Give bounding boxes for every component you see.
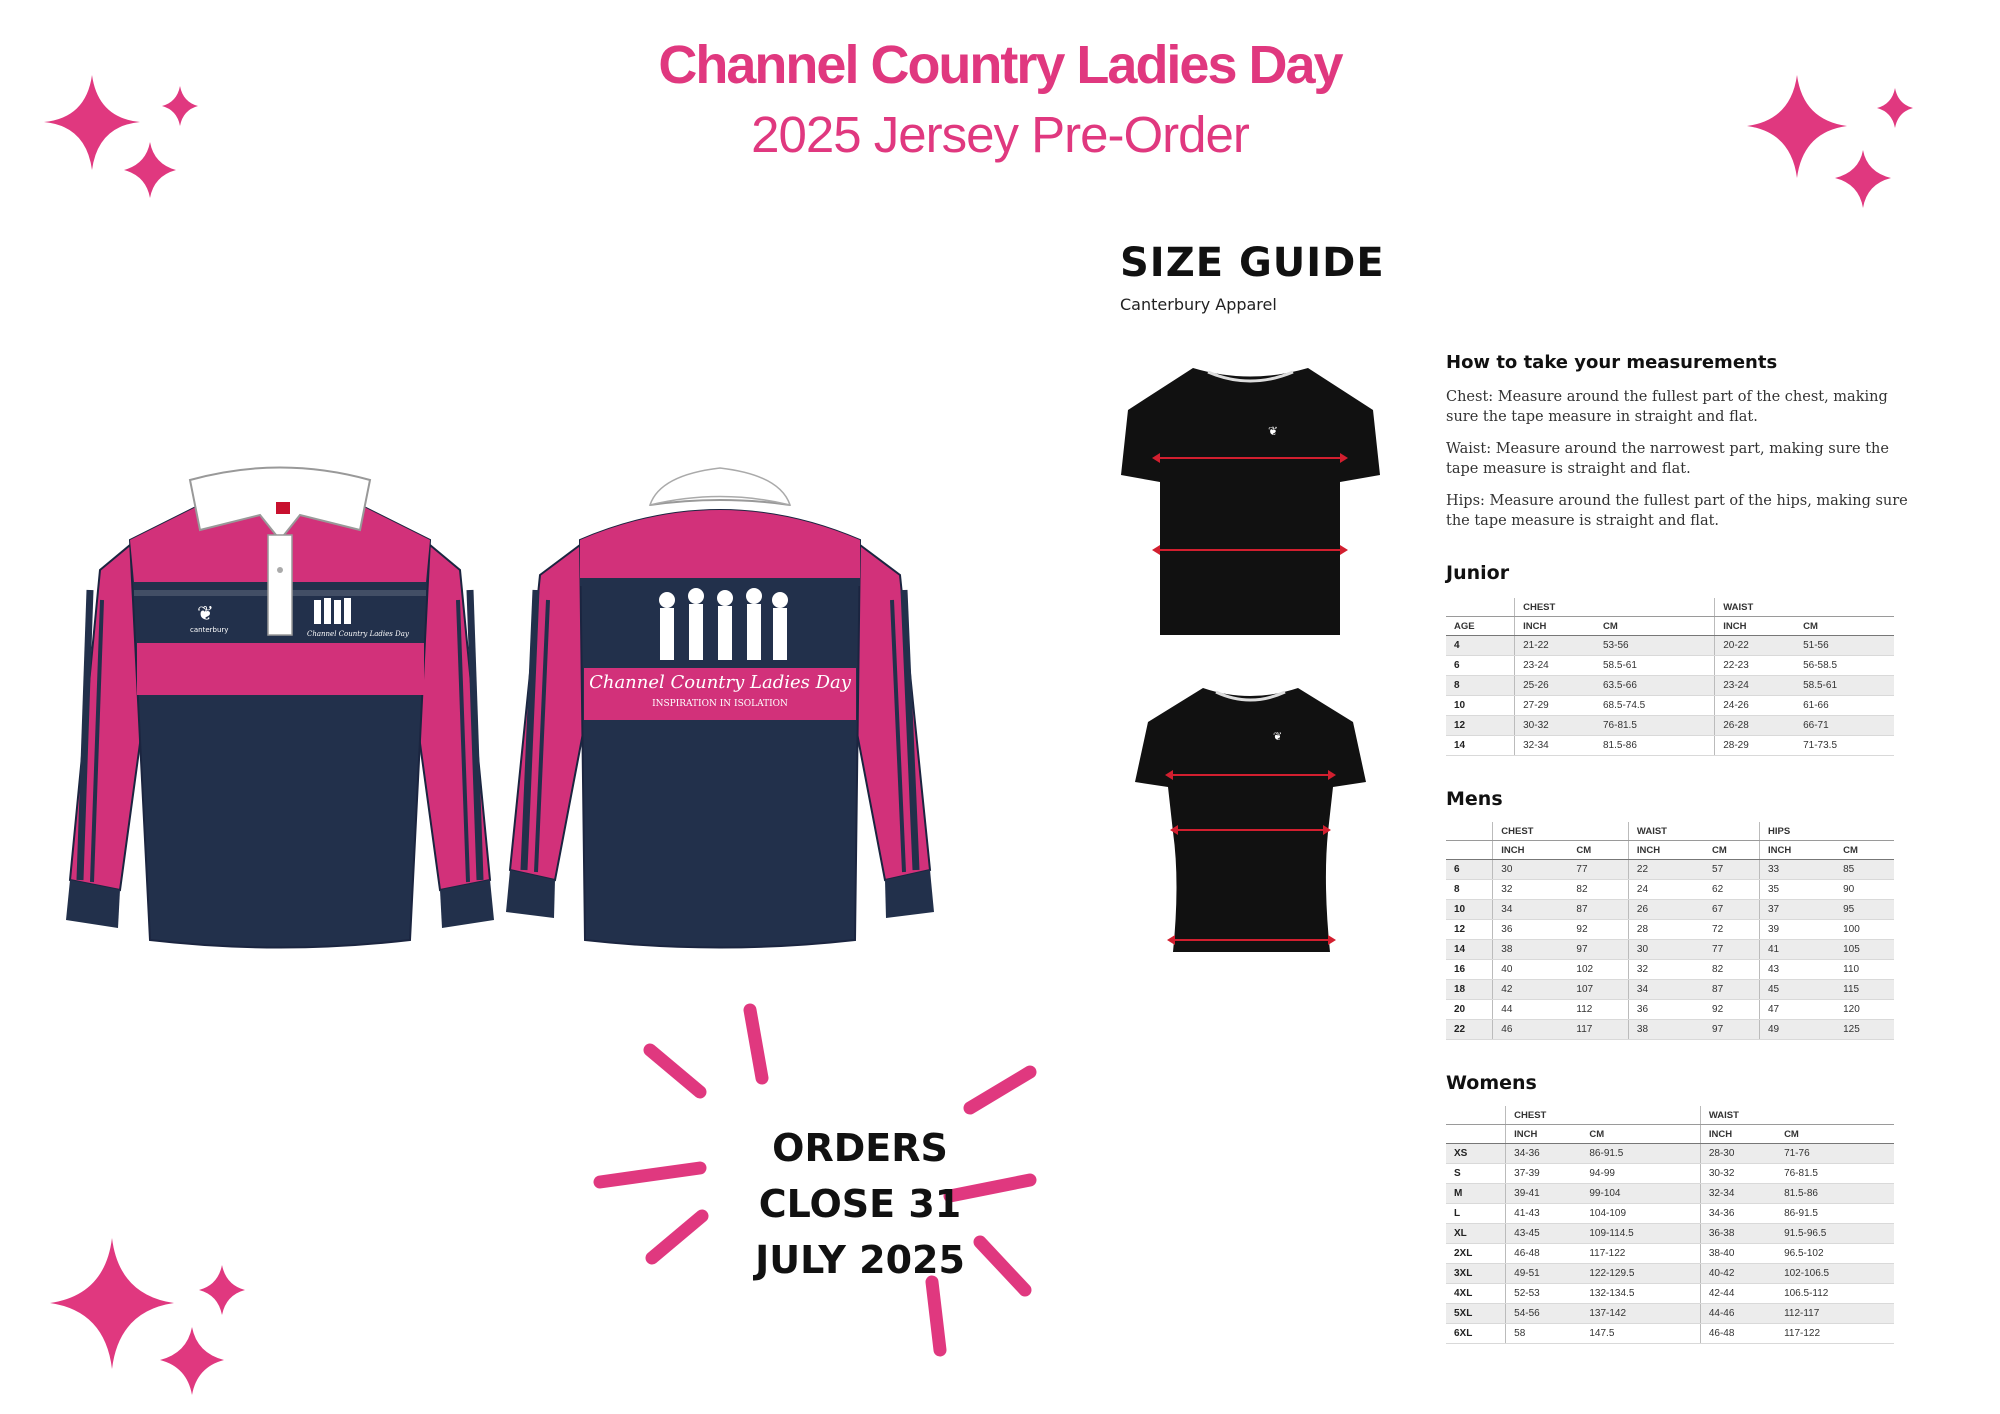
jersey-logo-tagline: INSPIRATION IN ISOLATION [652, 699, 788, 709]
table-cell: 27-29 [1515, 696, 1595, 716]
table-cell: 32 [1628, 960, 1704, 980]
svg-text:canterbury: canterbury [190, 626, 229, 634]
table-row [1446, 1224, 1894, 1244]
orders-close-notice [745, 1120, 975, 1288]
column-header: INCH [1515, 617, 1595, 636]
row-label: 10 [1446, 696, 1515, 716]
table-row [1446, 1020, 1894, 1040]
table-cell: 81.5-86 [1595, 736, 1715, 756]
table-row [1446, 1144, 1894, 1164]
group-header: CHEST [1506, 1106, 1701, 1125]
column-header: INCH [1506, 1125, 1582, 1144]
table-cell: 26-28 [1715, 716, 1795, 736]
sparkle-icon [1745, 72, 1925, 222]
group-header: CHEST [1493, 822, 1629, 841]
group-header: HIPS [1760, 822, 1895, 841]
table-cell: 23-24 [1715, 676, 1795, 696]
row-label: XS [1446, 1144, 1506, 1164]
orders-line2: CLOSE 31 [758, 1182, 962, 1226]
column-header: INCH [1760, 841, 1836, 860]
table-cell: 51-56 [1795, 636, 1894, 656]
table-row [1446, 1244, 1894, 1264]
svg-text:Channel Country Ladies Day: Channel Country Ladies Day [307, 630, 409, 638]
table-cell: 49-51 [1506, 1264, 1582, 1284]
column-header: CM [1581, 1125, 1700, 1144]
table-cell: 86-91.5 [1581, 1144, 1700, 1164]
row-label: 6 [1446, 860, 1493, 880]
row-label: 14 [1446, 736, 1515, 756]
table-row [1446, 1164, 1894, 1184]
jersey-logo-text: Channel Country Ladies Day [589, 672, 851, 693]
row-label: 8 [1446, 880, 1493, 900]
table-cell: 28 [1628, 920, 1704, 940]
row-label: 12 [1446, 920, 1493, 940]
row-label: 16 [1446, 960, 1493, 980]
table-cell: 97 [1568, 940, 1628, 960]
table-cell: 76-81.5 [1776, 1164, 1894, 1184]
table-cell: 100 [1835, 920, 1894, 940]
table-row [1446, 900, 1894, 920]
mens-size-table [1446, 822, 1894, 1040]
table-row [1446, 860, 1894, 880]
table-row [1446, 980, 1894, 1000]
group-header: WAIST [1715, 598, 1894, 617]
table-cell: 38 [1493, 940, 1569, 960]
column-header: CM [1595, 617, 1715, 636]
howto-waist: Waist: Measure around the narrowest part, making sure the tape measure is straight and flat. [1446, 441, 1889, 477]
table-row [1446, 1304, 1894, 1324]
table-cell: 38-40 [1700, 1244, 1776, 1264]
table-cell: 91.5-96.5 [1776, 1224, 1894, 1244]
junior-size-table [1446, 598, 1894, 756]
group-header: WAIST [1628, 822, 1759, 841]
table-row [1446, 676, 1894, 696]
table-cell: 137-142 [1581, 1304, 1700, 1324]
table-cell: 32-34 [1700, 1184, 1776, 1204]
table-cell: 40-42 [1700, 1264, 1776, 1284]
row-label: 18 [1446, 980, 1493, 1000]
table-cell: 35 [1760, 880, 1836, 900]
table-cell: 72 [1704, 920, 1759, 940]
row-label: 22 [1446, 1020, 1493, 1040]
mens-title: Mens [1446, 788, 1503, 810]
page-title: Channel Country Ladies Day [658, 35, 1342, 95]
table-cell: 105 [1835, 940, 1894, 960]
table-cell: 82 [1568, 880, 1628, 900]
table-cell: 49 [1760, 1020, 1836, 1040]
table-cell: 132-134.5 [1581, 1284, 1700, 1304]
table-cell: 26 [1628, 900, 1704, 920]
table-cell: 95 [1835, 900, 1894, 920]
table-cell: 62 [1704, 880, 1759, 900]
row-label: 20 [1446, 1000, 1493, 1020]
womens-size-table [1446, 1106, 1894, 1344]
column-header: CM [1704, 841, 1759, 860]
jersey-back [506, 468, 934, 948]
table-cell: 23-24 [1515, 656, 1595, 676]
table-row [1446, 1000, 1894, 1020]
table-cell: 20-22 [1715, 636, 1795, 656]
measurement-instructions [1446, 352, 1916, 543]
row-label: 12 [1446, 716, 1515, 736]
table-cell: 37-39 [1506, 1164, 1582, 1184]
orders-line1: ORDERS [772, 1126, 948, 1170]
column-header: CM [1776, 1125, 1894, 1144]
row-label: 10 [1446, 900, 1493, 920]
table-cell: 112 [1568, 1000, 1628, 1020]
table-cell: 97 [1704, 1020, 1759, 1040]
table-cell: 46-48 [1700, 1324, 1776, 1344]
table-row [1446, 920, 1894, 940]
page-subtitle: 2025 Jersey Pre-Order [751, 106, 1249, 163]
sparkle-icon [40, 70, 210, 210]
table-row [1446, 716, 1894, 736]
table-cell: 58 [1506, 1324, 1582, 1344]
column-header: INCH [1493, 841, 1569, 860]
table-cell: 24 [1628, 880, 1704, 900]
table-row [1446, 1324, 1894, 1344]
table-cell: 125 [1835, 1020, 1894, 1040]
table-cell: 43 [1760, 960, 1836, 980]
table-cell: 66-71 [1795, 716, 1894, 736]
row-label: S [1446, 1164, 1506, 1184]
table-cell: 117-122 [1581, 1244, 1700, 1264]
table-cell: 34-36 [1506, 1144, 1582, 1164]
table-row [1446, 1204, 1894, 1224]
table-cell: 44 [1493, 1000, 1569, 1020]
row-label: 8 [1446, 676, 1515, 696]
row-label: 2XL [1446, 1244, 1506, 1264]
table-cell: 96.5-102 [1776, 1244, 1894, 1264]
row-label: 6 [1446, 656, 1515, 676]
row-label: 6XL [1446, 1324, 1506, 1344]
table-cell: 57 [1704, 860, 1759, 880]
table-cell: 30 [1628, 940, 1704, 960]
group-header: CHEST [1515, 598, 1715, 617]
jersey-illustration [60, 460, 960, 980]
table-cell: 120 [1835, 1000, 1894, 1020]
table-cell: 71-76 [1776, 1144, 1894, 1164]
table-cell: 28-30 [1700, 1144, 1776, 1164]
table-row [1446, 1284, 1894, 1304]
table-cell: 32-34 [1515, 736, 1595, 756]
table-cell: 122-129.5 [1581, 1264, 1700, 1284]
table-cell: 87 [1568, 900, 1628, 920]
howto-title: How to take your measurements [1446, 352, 1778, 373]
table-row [1446, 736, 1894, 756]
svg-text:❦: ❦ [1268, 424, 1279, 438]
table-cell: 34-36 [1700, 1204, 1776, 1224]
column-header: CM [1795, 617, 1894, 636]
sparkle-icon [40, 1235, 260, 1410]
table-cell: 40 [1493, 960, 1569, 980]
howto-hips: Hips: Measure around the fullest part of the hips, making sure the tape measure is straight and flat. [1446, 493, 1908, 529]
table-cell: 22 [1628, 860, 1704, 880]
group-header: WAIST [1700, 1106, 1894, 1125]
table-row [1446, 880, 1894, 900]
table-cell: 24-26 [1715, 696, 1795, 716]
column-header: AGE [1446, 617, 1515, 636]
howto-chest: Chest: Measure around the fullest part of the chest, making sure the tape measure in straight and flat. [1446, 389, 1888, 425]
table-cell: 33 [1760, 860, 1836, 880]
table-cell: 110 [1835, 960, 1894, 980]
row-label: 5XL [1446, 1304, 1506, 1324]
row-label: 4XL [1446, 1284, 1506, 1304]
table-cell: 54-56 [1506, 1304, 1582, 1324]
table-cell: 109-114.5 [1581, 1224, 1700, 1244]
table-cell: 86-91.5 [1776, 1204, 1894, 1224]
womens-tshirt-image [1128, 682, 1373, 957]
table-cell: 117 [1568, 1020, 1628, 1040]
table-cell: 94-99 [1581, 1164, 1700, 1184]
table-cell: 56-58.5 [1795, 656, 1894, 676]
table-cell: 61-66 [1795, 696, 1894, 716]
table-cell: 71-73.5 [1795, 736, 1894, 756]
table-cell: 52-53 [1506, 1284, 1582, 1304]
table-cell: 36 [1493, 920, 1569, 940]
table-cell: 58.5-61 [1595, 656, 1715, 676]
table-cell: 112-117 [1776, 1304, 1894, 1324]
table-cell: 41 [1760, 940, 1836, 960]
row-label: XL [1446, 1224, 1506, 1244]
table-cell: 87 [1704, 980, 1759, 1000]
table-cell: 107 [1568, 980, 1628, 1000]
row-label: 3XL [1446, 1264, 1506, 1284]
table-cell: 44-46 [1700, 1304, 1776, 1324]
svg-text:❦: ❦ [197, 601, 214, 625]
junior-title: Junior [1446, 562, 1510, 584]
column-header: INCH [1628, 841, 1704, 860]
table-cell: 28-29 [1715, 736, 1795, 756]
table-cell: 76-81.5 [1595, 716, 1715, 736]
svg-text:❦: ❦ [1273, 730, 1283, 743]
orders-line3: JULY 2025 [755, 1238, 965, 1282]
row-label: L [1446, 1204, 1506, 1224]
row-label: M [1446, 1184, 1506, 1204]
column-header: INCH [1715, 617, 1795, 636]
table-cell: 90 [1835, 880, 1894, 900]
table-cell: 147.5 [1581, 1324, 1700, 1344]
table-row [1446, 696, 1894, 716]
table-cell: 39-41 [1506, 1184, 1582, 1204]
table-cell: 106.5-112 [1776, 1284, 1894, 1304]
table-cell: 45 [1760, 980, 1836, 1000]
table-cell: 21-22 [1515, 636, 1595, 656]
table-row [1446, 656, 1894, 676]
table-cell: 104-109 [1581, 1204, 1700, 1224]
table-cell: 39 [1760, 920, 1836, 940]
table-cell: 81.5-86 [1776, 1184, 1894, 1204]
table-cell: 36 [1628, 1000, 1704, 1020]
table-cell: 38 [1628, 1020, 1704, 1040]
table-cell: 67 [1704, 900, 1759, 920]
table-row [1446, 960, 1894, 980]
column-header: INCH [1700, 1125, 1776, 1144]
womens-title: Womens [1446, 1072, 1537, 1094]
table-cell: 42-44 [1700, 1284, 1776, 1304]
size-guide-title: SIZE GUIDE [1120, 240, 1385, 286]
table-cell: 58.5-61 [1795, 676, 1894, 696]
table-cell: 92 [1568, 920, 1628, 940]
table-row [1446, 636, 1894, 656]
table-cell: 77 [1568, 860, 1628, 880]
table-cell: 102-106.5 [1776, 1264, 1894, 1284]
table-cell: 43-45 [1506, 1224, 1582, 1244]
table-cell: 34 [1493, 900, 1569, 920]
table-cell: 47 [1760, 1000, 1836, 1020]
table-cell: 37 [1760, 900, 1836, 920]
table-cell: 53-56 [1595, 636, 1715, 656]
table-row [1446, 940, 1894, 960]
table-cell: 36-38 [1700, 1224, 1776, 1244]
table-row [1446, 1184, 1894, 1204]
table-cell: 34 [1628, 980, 1704, 1000]
table-cell: 92 [1704, 1000, 1759, 1020]
table-cell: 77 [1704, 940, 1759, 960]
table-cell: 42 [1493, 980, 1569, 1000]
table-cell: 32 [1493, 880, 1569, 900]
table-cell: 41-43 [1506, 1204, 1582, 1224]
table-cell: 30-32 [1700, 1164, 1776, 1184]
table-cell: 99-104 [1581, 1184, 1700, 1204]
table-cell: 25-26 [1515, 676, 1595, 696]
table-cell: 46 [1493, 1020, 1569, 1040]
column-header: CM [1568, 841, 1628, 860]
table-cell: 30 [1493, 860, 1569, 880]
table-cell: 82 [1704, 960, 1759, 980]
table-cell: 22-23 [1715, 656, 1795, 676]
table-cell: 30-32 [1515, 716, 1595, 736]
column-header: CM [1835, 841, 1894, 860]
row-label: 14 [1446, 940, 1493, 960]
table-cell: 85 [1835, 860, 1894, 880]
table-cell: 63.5-66 [1595, 676, 1715, 696]
jersey-front [66, 468, 494, 948]
size-guide-brand: Canterbury Apparel [1120, 295, 1277, 314]
row-label: 4 [1446, 636, 1515, 656]
table-cell: 115 [1835, 980, 1894, 1000]
table-cell: 68.5-74.5 [1595, 696, 1715, 716]
table-cell: 117-122 [1776, 1324, 1894, 1344]
table-row [1446, 1264, 1894, 1284]
table-cell: 102 [1568, 960, 1628, 980]
mens-tshirt-image [1118, 360, 1383, 650]
table-cell: 46-48 [1506, 1244, 1582, 1264]
